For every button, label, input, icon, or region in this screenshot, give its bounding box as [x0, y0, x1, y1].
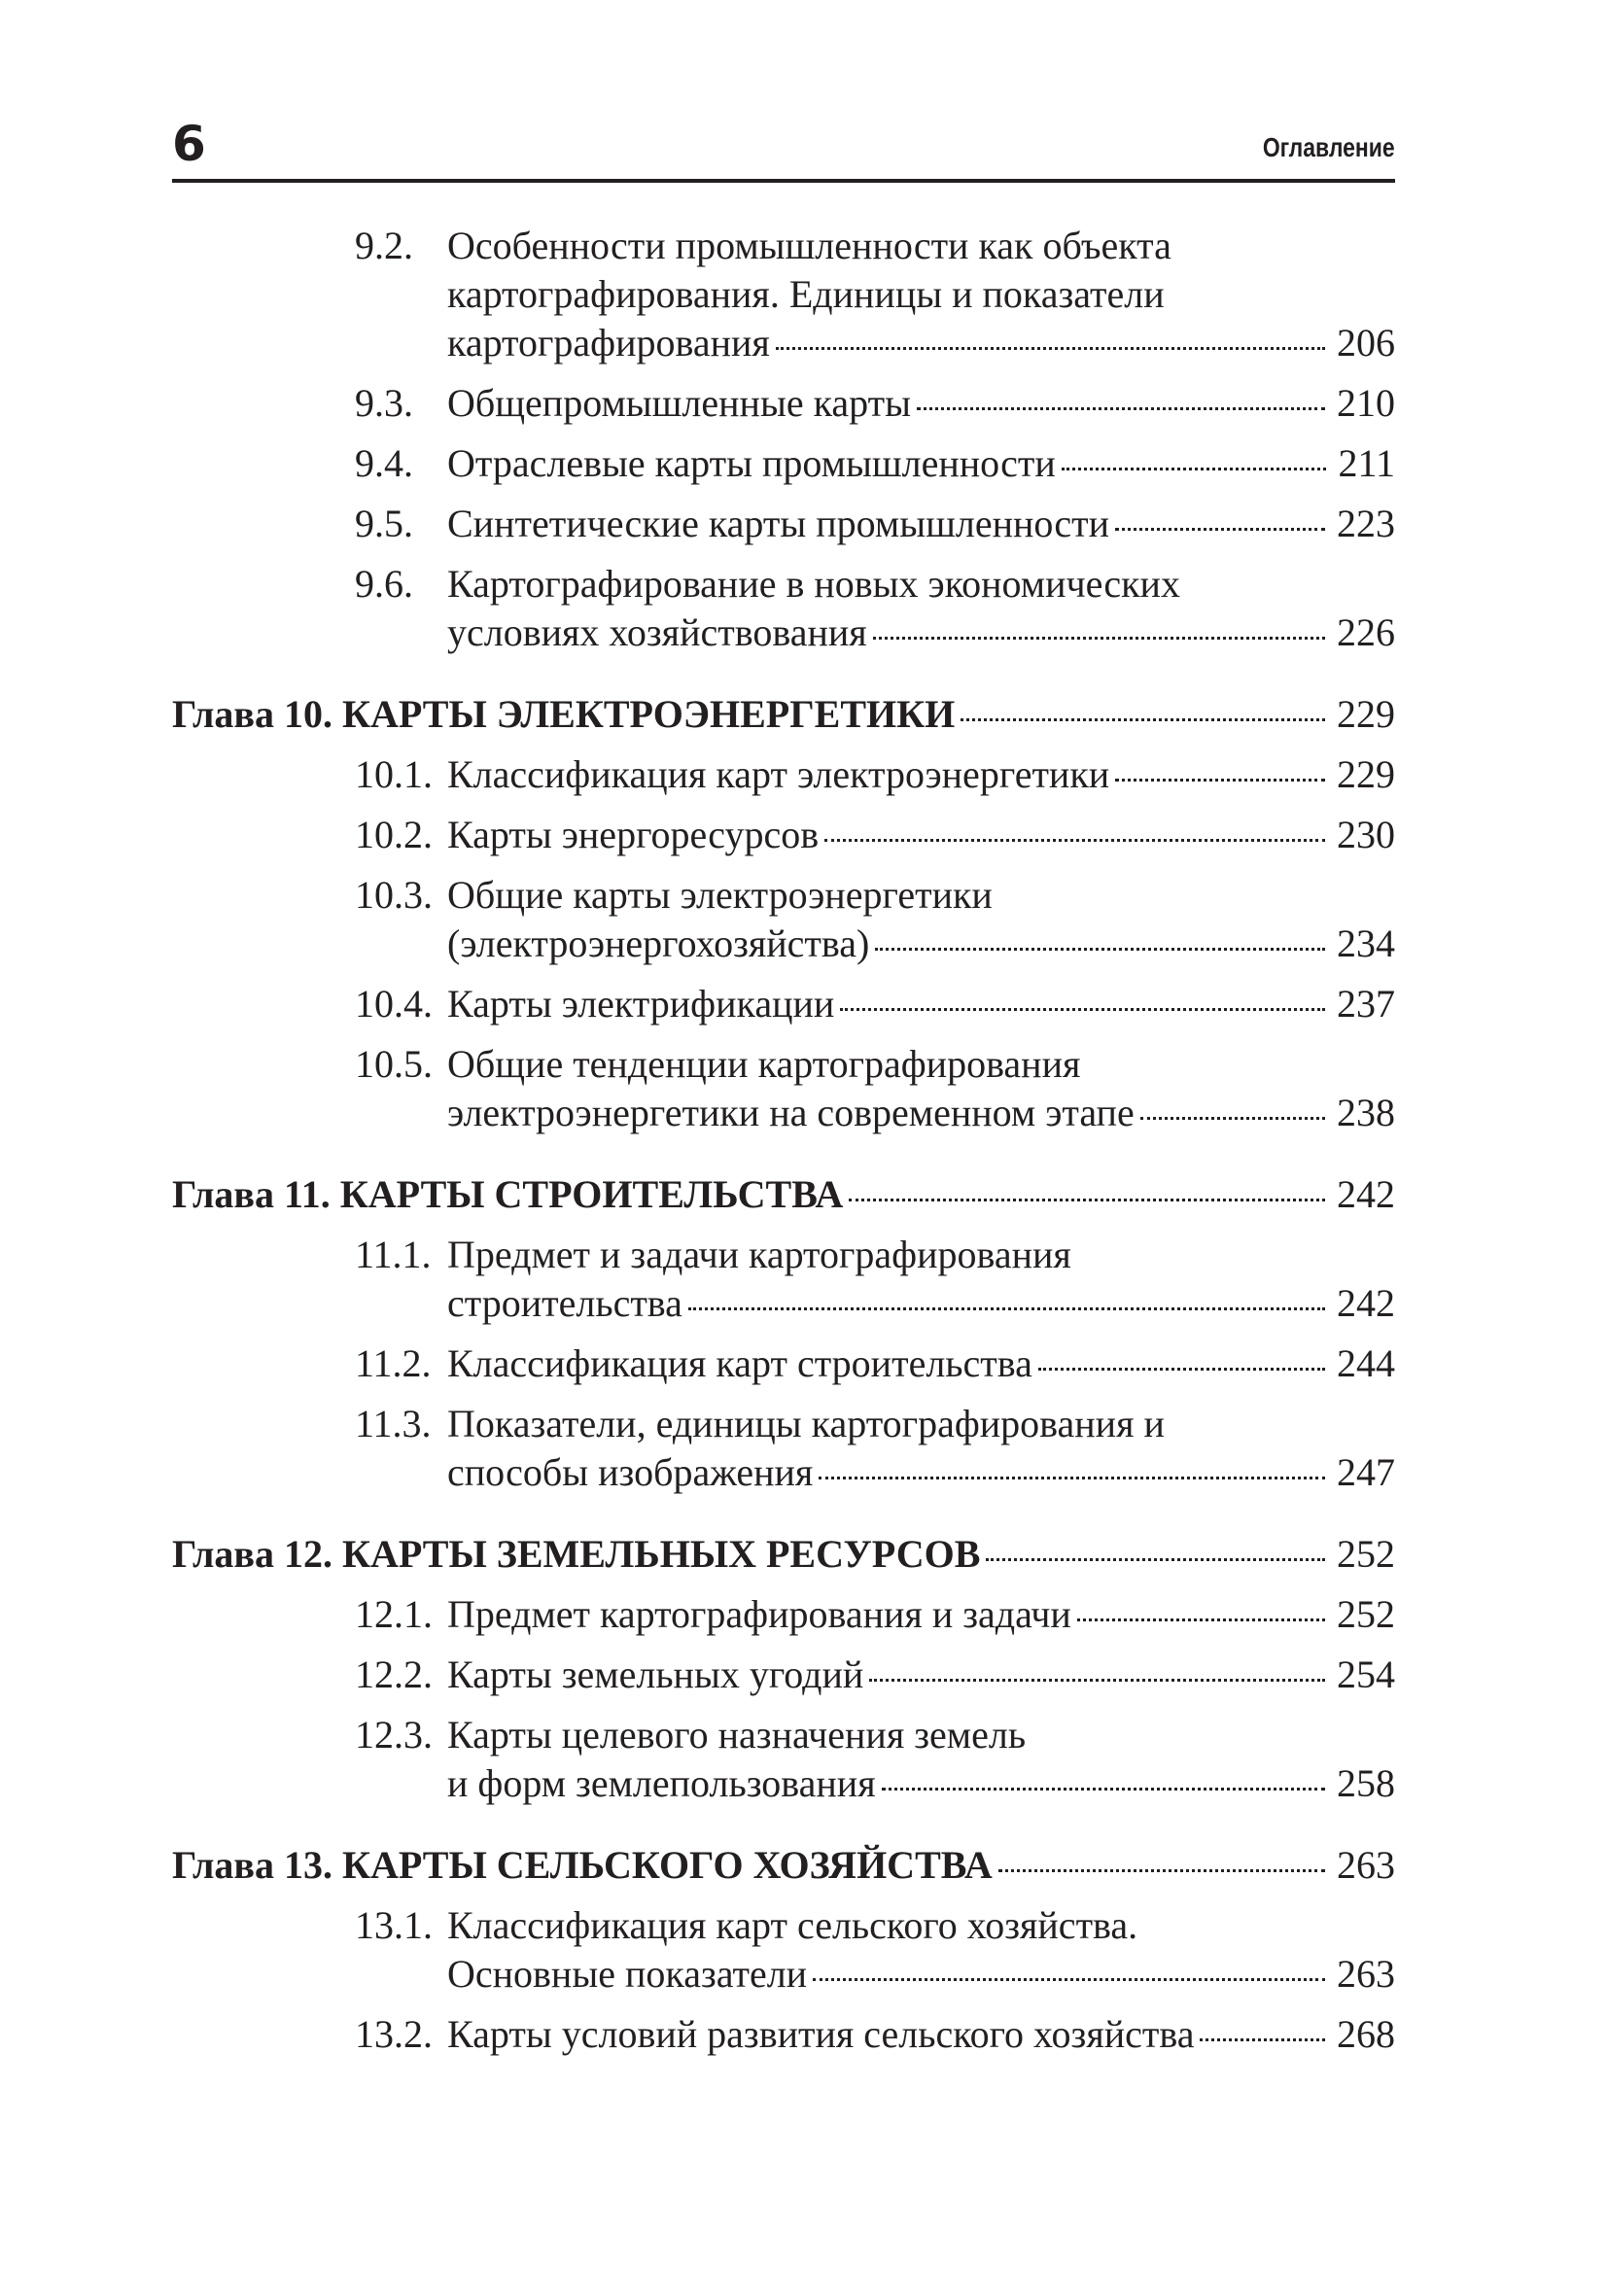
entry-title-line: Предмет картографирования и задачи — [447, 1592, 1071, 1636]
entry-body — [447, 439, 1395, 488]
chapter-title: Глава 13. КАРТЫ СЕЛЬСКОГО ХОЗЯЙСТВА — [172, 1843, 993, 1887]
entry-title-line: Карты условий развития сельского хозяйства — [447, 2012, 1195, 2056]
dot-leader — [1077, 1618, 1325, 1621]
section-number: 12.3. — [355, 1713, 433, 1757]
entry-title-line: Карты электрификации — [447, 982, 835, 1026]
toc-entry[interactable] — [172, 1400, 1395, 1497]
entry-line — [447, 1231, 1395, 1279]
dot-leader — [813, 1978, 1325, 1981]
toc-chapter[interactable] — [172, 690, 1395, 739]
section-number: 10.2. — [355, 813, 433, 856]
page-ref[interactable]: 268 — [1337, 2012, 1395, 2056]
section-number: 11.3. — [355, 1402, 432, 1445]
dot-leader — [776, 347, 1325, 350]
entry-body — [447, 560, 1395, 657]
entry-last-line — [447, 1448, 1395, 1497]
dot-leader — [869, 1679, 1325, 1682]
page-ref[interactable]: 242 — [1337, 1172, 1395, 1216]
page-ref[interactable]: 229 — [1337, 692, 1395, 736]
section-number: 11.2. — [355, 1341, 432, 1385]
toc-entry[interactable] — [172, 871, 1395, 968]
running-title: Оглавление — [1263, 132, 1395, 162]
dot-leader — [1115, 779, 1325, 782]
entry-title-line: Карты целевого назначения земель — [447, 1713, 1027, 1757]
toc-entry[interactable] — [172, 750, 1395, 799]
toc-entry[interactable] — [172, 1590, 1395, 1639]
page-ref[interactable]: 252 — [1337, 1532, 1395, 1576]
dot-leader — [1115, 528, 1325, 531]
entry-title-line: Показатели, единицы картографирования и — [447, 1402, 1165, 1445]
page-number: 6 — [172, 116, 206, 172]
toc-entry[interactable] — [172, 379, 1395, 428]
entry-title-line: способы изображения — [447, 1450, 814, 1494]
page-ref[interactable]: 211 — [1338, 441, 1395, 485]
section-number: 10.5. — [355, 1042, 433, 1086]
entry-body — [447, 222, 1395, 367]
entry-line — [447, 1901, 1395, 1950]
entry-last-line — [447, 379, 1395, 428]
entry-title-line: Картографирование в новых экономических — [447, 562, 1180, 606]
page-ref[interactable]: 223 — [1337, 502, 1395, 545]
entry-last-line — [447, 811, 1395, 859]
page-ref[interactable]: 263 — [1337, 1843, 1395, 1887]
entry-body — [447, 2010, 1395, 2059]
entry-title-line: строительства — [447, 1281, 682, 1325]
entry-last-line — [172, 1170, 1395, 1219]
toc-entry[interactable] — [172, 439, 1395, 488]
entry-last-line — [447, 1279, 1395, 1328]
section-number: 11.1. — [355, 1233, 432, 1276]
chapter-title: Глава 11. КАРТЫ СТРОИТЕЛЬСТВА — [172, 1172, 844, 1216]
page-ref[interactable]: 247 — [1337, 1450, 1395, 1494]
section-number: 10.4. — [355, 982, 433, 1026]
entry-last-line — [447, 1950, 1395, 1999]
chapter-title: Глава 10. КАРТЫ ЭЛЕКТРОЭНЕРГЕТИКИ — [172, 692, 956, 736]
dot-leader — [840, 1008, 1325, 1011]
entry-line — [447, 1040, 1395, 1089]
entry-line — [447, 222, 1395, 270]
page-ref[interactable]: 226 — [1337, 610, 1395, 654]
section-number: 9.3. — [355, 381, 413, 425]
entry-last-line — [447, 1590, 1395, 1639]
entry-title-line: Классификация карт строительства — [447, 1341, 1032, 1385]
entry-body — [447, 1651, 1395, 1699]
entry-title-line: Общие карты электроэнергетики — [447, 873, 993, 917]
chapter-title: Глава 12. КАРТЫ ЗЕМЕЛЬНЫХ РЕСУРСОВ — [172, 1532, 981, 1576]
dot-leader — [961, 718, 1325, 721]
entry-title-line: (электроэнергохозяйства) — [447, 922, 870, 965]
page-ref[interactable]: 237 — [1337, 982, 1395, 1026]
entry-last-line — [172, 690, 1395, 739]
page-ref[interactable]: 230 — [1337, 813, 1395, 856]
toc-entry[interactable] — [172, 560, 1395, 657]
entry-body — [447, 980, 1395, 1028]
entry-title-line: Классификация карт сельского хозяйства. — [447, 1903, 1138, 1947]
section-number: 9.5. — [355, 502, 413, 545]
section-number: 9.4. — [355, 441, 413, 485]
entry-line — [447, 1711, 1395, 1759]
dot-leader — [986, 1558, 1325, 1561]
toc-chapter[interactable] — [172, 1170, 1395, 1219]
toc-entry[interactable] — [172, 1901, 1395, 1999]
entry-body — [172, 1530, 1395, 1579]
entry-title-line: Общепромышленные карты — [447, 381, 911, 425]
page-ref[interactable]: 234 — [1337, 922, 1395, 965]
toc-entry[interactable] — [172, 811, 1395, 859]
dot-leader — [849, 1199, 1325, 1201]
entry-line — [447, 560, 1395, 609]
page-header — [172, 115, 1395, 183]
entry-body — [172, 1170, 1395, 1219]
entry-body — [447, 379, 1395, 428]
entry-body — [447, 750, 1395, 799]
dot-leader — [688, 1307, 1325, 1310]
toc-entry[interactable] — [172, 222, 1395, 367]
section-number: 13.1. — [355, 1903, 433, 1947]
entry-body — [447, 1711, 1395, 1808]
entry-last-line — [447, 1651, 1395, 1699]
entry-title-line: Синтетические карты промышленности — [447, 502, 1110, 545]
entry-title-line: Основные показатели — [447, 1952, 808, 1996]
entry-title-line: и форм землепользования — [447, 1761, 876, 1805]
entry-last-line — [447, 980, 1395, 1028]
section-number: 10.1. — [355, 752, 433, 796]
entry-body — [172, 1841, 1395, 1890]
dot-leader — [873, 637, 1325, 640]
section-number: 12.1. — [355, 1592, 433, 1636]
page-ref[interactable]: 206 — [1337, 321, 1395, 365]
entry-title-line: картографирования. Единицы и показатели — [447, 272, 1165, 316]
entry-last-line — [447, 439, 1395, 488]
page-ref[interactable]: 244 — [1337, 1341, 1395, 1385]
dot-leader — [998, 1869, 1325, 1872]
entry-last-line — [447, 1089, 1395, 1137]
entry-last-line — [447, 500, 1395, 548]
entry-body — [447, 1590, 1395, 1639]
dot-leader — [824, 839, 1325, 842]
page-ref[interactable]: 254 — [1337, 1652, 1395, 1696]
entry-body — [447, 500, 1395, 548]
entry-last-line — [447, 2010, 1395, 2059]
dot-leader — [882, 1788, 1325, 1791]
entry-body — [447, 1231, 1395, 1328]
entry-title-line: Отраслевые карты промышленности — [447, 441, 1056, 485]
entry-body — [447, 1339, 1395, 1388]
toc-entry[interactable] — [172, 500, 1395, 548]
page-ref[interactable]: 242 — [1337, 1281, 1395, 1325]
entry-title-line: электроэнергетики на современном этапе — [447, 1091, 1135, 1134]
page-ref[interactable]: 229 — [1337, 752, 1395, 796]
entry-body — [447, 1400, 1395, 1497]
table-of-contents — [172, 222, 1395, 2059]
entry-title-line: Карты земельных угодий — [447, 1652, 864, 1696]
page-ref[interactable]: 263 — [1337, 1952, 1395, 1996]
entry-last-line — [447, 1339, 1395, 1388]
entry-last-line — [447, 1759, 1395, 1808]
toc-entry[interactable] — [172, 1231, 1395, 1328]
dot-leader — [1140, 1117, 1325, 1120]
entry-line — [447, 871, 1395, 920]
dot-leader — [875, 948, 1325, 951]
entry-line — [447, 270, 1395, 319]
toc-entry[interactable] — [172, 1339, 1395, 1388]
dot-leader — [917, 407, 1325, 410]
entry-last-line — [172, 1841, 1395, 1890]
dot-leader — [1200, 2038, 1325, 2041]
page-ref[interactable]: 258 — [1337, 1761, 1395, 1805]
entry-body — [447, 811, 1395, 859]
toc-entry[interactable] — [172, 2010, 1395, 2059]
entry-last-line — [172, 1530, 1395, 1579]
toc-chapter[interactable] — [172, 1841, 1395, 1890]
toc-chapter[interactable] — [172, 1530, 1395, 1579]
section-number: 10.3. — [355, 873, 433, 917]
toc-entry[interactable] — [172, 1040, 1395, 1137]
toc-entry[interactable] — [172, 980, 1395, 1028]
entry-last-line — [447, 750, 1395, 799]
toc-entry[interactable] — [172, 1651, 1395, 1699]
entry-body — [447, 871, 1395, 968]
entry-title-line: Особенности промышленности как объекта — [447, 224, 1171, 267]
section-number: 13.2. — [355, 2012, 433, 2056]
section-number: 9.6. — [355, 562, 413, 606]
entry-title-line: Предмет и задачи картографирования — [447, 1233, 1071, 1276]
entry-title-line: условиях хозяйствования — [447, 610, 867, 654]
entry-body — [447, 1901, 1395, 1999]
dot-leader — [1038, 1368, 1325, 1371]
dot-leader — [1062, 468, 1327, 470]
entry-title-line: картографирования — [447, 321, 770, 365]
entry-last-line — [447, 319, 1395, 367]
entry-last-line — [447, 920, 1395, 968]
entry-last-line — [447, 609, 1395, 657]
entry-body — [447, 1040, 1395, 1137]
section-number: 9.2. — [355, 224, 413, 267]
dot-leader — [819, 1477, 1325, 1479]
page-ref[interactable]: 238 — [1337, 1091, 1395, 1134]
entry-title-line: Карты энергоресурсов — [447, 813, 820, 856]
page-ref[interactable]: 210 — [1337, 381, 1395, 425]
page-ref[interactable]: 252 — [1337, 1592, 1395, 1636]
toc-entry[interactable] — [172, 1711, 1395, 1808]
entry-title-line: Классификация карт электроэнергетики — [447, 752, 1110, 796]
entry-line — [447, 1400, 1395, 1448]
section-number: 12.2. — [355, 1652, 433, 1696]
entry-title-line: Общие тенденции картографирования — [447, 1042, 1081, 1086]
entry-body — [172, 690, 1395, 739]
